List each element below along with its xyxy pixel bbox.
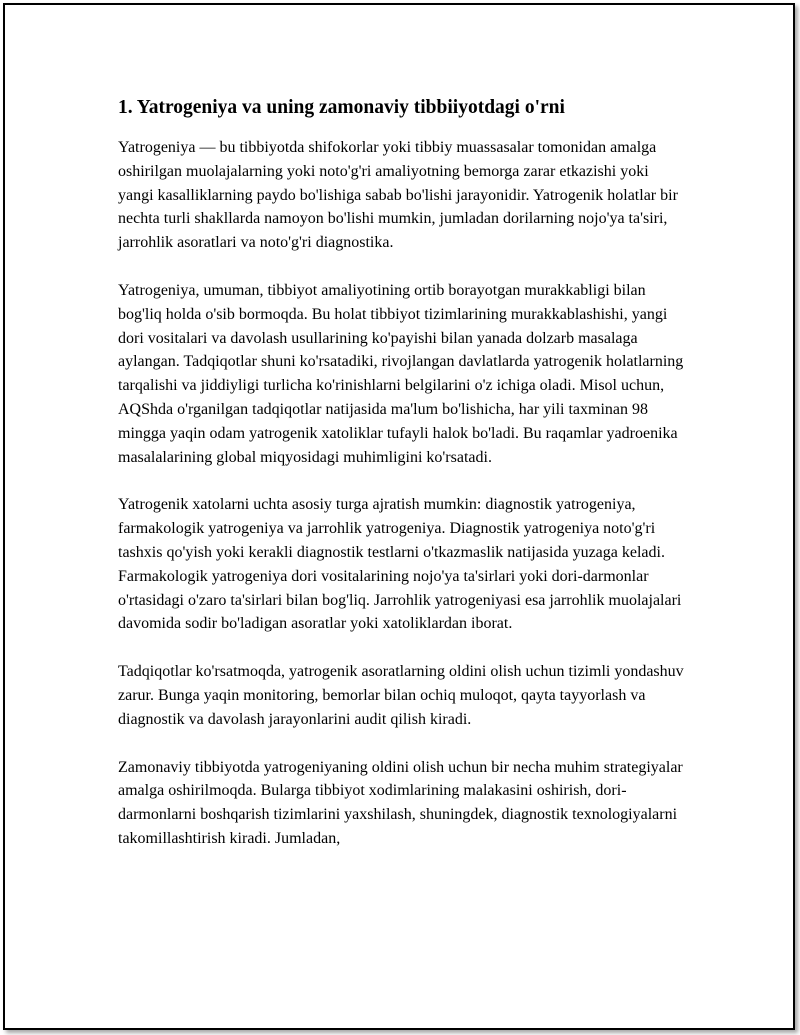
section-heading: 1. Yatrogeniya va uning zamonaviy tibbiiyotdagi o'rni xyxy=(118,97,565,118)
paragraph-growth: Yatrogeniya, umuman, tibbiyot amaliyotining ortib borayotgan murakkabligi bilan bog'liq holda o'sib bormoqda. Bu holat tibbiyot tizimlarining murakkablashishi, yangi dori vositalari va davolash usullarining ko'payishi bilan yanada dolzarb masalaga aylangan. Tadqiqotlar shuni ko'rsatadiki, rivojlangan davlatlarda yatrogenik holatlarning tarqalishi va jiddiyligi turlicha ko'rinishlarni belgilarini o'z ichiga oladi. Misol uchun, AQShda o'rganilgan tadqiqotlar natijasida ma'lum bo'lishicha, har yili taxminan 98 mingga yaqin odam yatrogenik xatoliklar tufayli halok bo'ladi. Bu raqamlar yadroenika masalalarining global miqyosidagi muhimligini ko'rsatadi. xyxy=(118,281,684,466)
document-body xyxy=(118,96,688,875)
paragraph-prevention-approach: Tadqiqotlar ko'rsatmoqda, yatrogenik asoratlarning oldini olish uchun tizimli yondashuv zarur. Bunga yaqin monitoring, bemorlar bilan ochiq muloqot, qayta tayyorlash va diagnostik va davolash jarayonlarini audit qilish kiradi. xyxy=(118,663,684,728)
paragraph-strategies: Zamonaviy tibbiyotda yatrogeniyaning oldini olish uchun bir necha muhim strategiyalar amalga oshirilmoqda. Bularga tibbiyot xodimlarining malakasini oshirish, dori-darmonlarni boshqarish tizimlarini yaxshilash, shuningdek, diagnostik texnologiyalarni takomillashtirish kiradi. Jumladan, xyxy=(118,758,683,847)
paragraph-types: Yatrogenik xatolarni uchta asosiy turga ajratish mumkin: diagnostik yatrogeniya, farmakologik yatrogeniya va jarrohlik yatrogeniya. Diagnostik yatrogeniya noto'g'ri tashxis qo'yish yoki kerakli diagnostik testlarni o'tkazmaslik natijasida yuzaga keladi. Farmakologik yatrogeniya dori vositalarining nojo'ya ta'sirlari yoki dori-darmonlar o'rtasidagi o'zaro ta'sirlari bilan bog'liq. Jarrohlik yatrogeniyasi esa jarrohlik muolajalari davomida sodir bo'ladigan asoratlar yoki xatoliklardan iborat. xyxy=(118,496,682,633)
paragraph-definition: Yatrogeniya — bu tibbiyotda shifokorlar yoki tibbiy muassasalar tomonidan amalga oshirilgan muolajalarning yoki noto'g'ri amaliyotning bemorga zarar etkazishi yoki yangi kasalliklarning paydo bo'lishiga sabab bo'lishi jarayonidir. Yatrogenik holatlar bir nechta turli shakllarda namoyon bo'lishi mumkin, jumladan dorilarning nojo'ya ta'siri, jarrohlik asoratlari va noto'g'ri diagnostika. xyxy=(118,139,678,252)
